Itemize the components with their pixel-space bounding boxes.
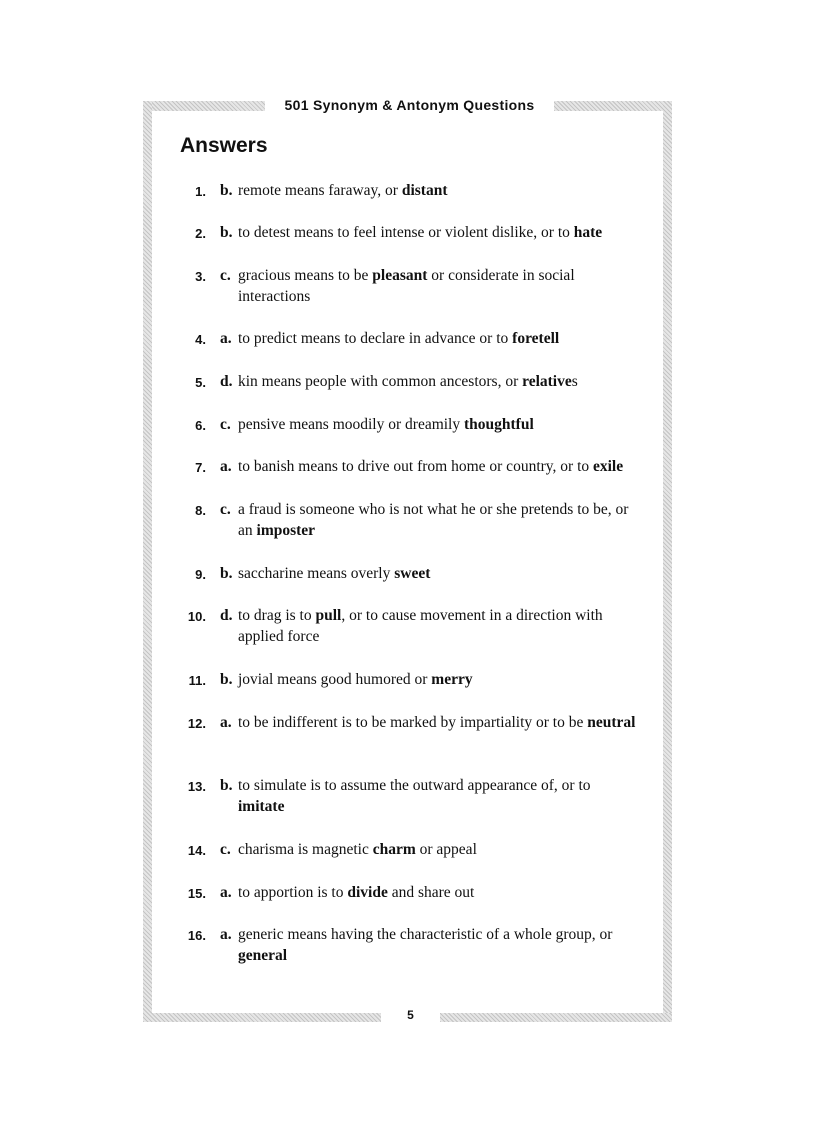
answer-keyword: neutral [587, 714, 636, 731]
answer-letter: a. [220, 458, 232, 475]
answer-text: to apportion is to [238, 884, 348, 901]
answer-text: or considerate in social interactions [238, 267, 575, 305]
answer-keyword: pleasant [372, 267, 428, 284]
answer-letter: b. [220, 671, 233, 688]
answer-letter: a. [220, 926, 232, 943]
answer-text: jovial means good humored or [238, 671, 432, 688]
answer-explanation [238, 414, 638, 435]
answer-text: to simulate is to assume the outward appearance of, or to [238, 777, 591, 794]
answer-letter: a. [220, 884, 232, 901]
answer-letter: b. [220, 224, 233, 241]
answer-explanation [238, 924, 638, 966]
answer-text: s [571, 373, 578, 390]
answer-text: charisma is magnetic [238, 841, 373, 858]
answer-keyword: pull [315, 607, 342, 624]
answer-text: pensive means moodily or dreamily [238, 416, 464, 433]
answer-explanation [238, 456, 638, 477]
answer-text: to drag is to [238, 607, 316, 624]
answer-explanation [238, 371, 638, 392]
answer-text: saccharine means overly [238, 565, 395, 582]
answer-text: and share out [387, 884, 475, 901]
answer-keyword: imitate [238, 798, 285, 815]
answer-number: 5. [195, 375, 206, 390]
answer-number: 16. [187, 928, 206, 943]
answer-keyword: hate [573, 224, 603, 241]
answer-letter: a. [220, 714, 232, 731]
answer-letter: c. [220, 501, 231, 518]
answer-explanation [238, 882, 638, 903]
answer-number: 1. [195, 184, 206, 199]
answer-number: 6. [195, 418, 206, 433]
answer-keyword: merry [431, 671, 473, 688]
answer-keyword: thoughtful [464, 416, 534, 433]
answer-keyword: relative [522, 373, 572, 390]
answer-letter: c. [220, 416, 231, 433]
answer-number: 9. [195, 567, 206, 582]
answer-number: 8. [195, 503, 206, 518]
answer-letter: d. [220, 607, 233, 624]
answer-number: 7. [195, 460, 206, 475]
answer-letter: b. [220, 182, 233, 199]
answer-number: 3. [195, 269, 206, 284]
answer-number: 12. [187, 716, 206, 731]
answer-text: gracious means to be [238, 267, 373, 284]
answer-text: , or to cause movement in a direction with applied force [238, 607, 603, 645]
answer-text: to be indifferent is to be marked by impartiality or to be [238, 714, 588, 731]
answer-explanation [238, 563, 638, 584]
answer-text: to predict means to declare in advance or to [238, 330, 513, 347]
answer-explanation [238, 605, 638, 647]
answer-number: 10. [187, 609, 206, 624]
answer-number: 2. [195, 226, 206, 241]
frame-border-top-left [143, 101, 265, 111]
answer-keyword: general [238, 947, 288, 964]
answer-explanation [238, 839, 638, 860]
answer-keyword: sweet [394, 565, 431, 582]
answer-number: 13. [187, 779, 206, 794]
answer-number: 4. [195, 332, 206, 347]
answer-number: 11. [188, 673, 206, 688]
answer-explanation [238, 222, 638, 243]
frame-border-left [143, 101, 152, 1022]
frame-border-bottom-right [440, 1013, 672, 1022]
answer-text: kin means people with common ancestors, or [238, 373, 523, 390]
answer-keyword: imposter [256, 522, 316, 539]
answer-letter: c. [220, 267, 231, 284]
frame-border-bottom-left [143, 1013, 381, 1022]
answer-explanation [238, 669, 638, 690]
answer-text: a fraud is someone who is not what he or she pretends to be, or an [238, 501, 629, 539]
answer-letter: d. [220, 373, 233, 390]
frame-border-right [663, 101, 672, 1022]
page-number: 5 [407, 1008, 414, 1022]
answer-explanation [238, 265, 638, 307]
answer-explanation [238, 712, 638, 733]
answer-text: remote means faraway, or [238, 182, 402, 199]
answer-explanation [238, 328, 638, 349]
answer-keyword: divide [347, 884, 388, 901]
answer-keyword: exile [593, 458, 624, 475]
running-head: 501 Synonym & Antonym Questions [284, 97, 535, 113]
answer-text: or appeal [415, 841, 477, 858]
answer-keyword: foretell [512, 330, 560, 347]
answer-text: to banish means to drive out from home or country, or to [238, 458, 593, 475]
section-title: Answers [180, 134, 268, 157]
frame-border-top-right [554, 101, 672, 111]
answer-text: to detest means to feel intense or violent dislike, or to [238, 224, 574, 241]
answer-number: 14. [187, 843, 206, 858]
answer-letter: a. [220, 330, 232, 347]
answer-explanation [238, 499, 638, 541]
answer-letter: c. [220, 841, 231, 858]
answer-letter: b. [220, 777, 233, 794]
answer-keyword: charm [372, 841, 416, 858]
answer-text: generic means having the characteristic of a whole group, or [238, 926, 613, 943]
answer-letter: b. [220, 565, 233, 582]
answer-number: 15. [187, 886, 206, 901]
answer-keyword: distant [401, 182, 448, 199]
answer-explanation [238, 180, 638, 201]
answer-explanation [238, 775, 638, 817]
